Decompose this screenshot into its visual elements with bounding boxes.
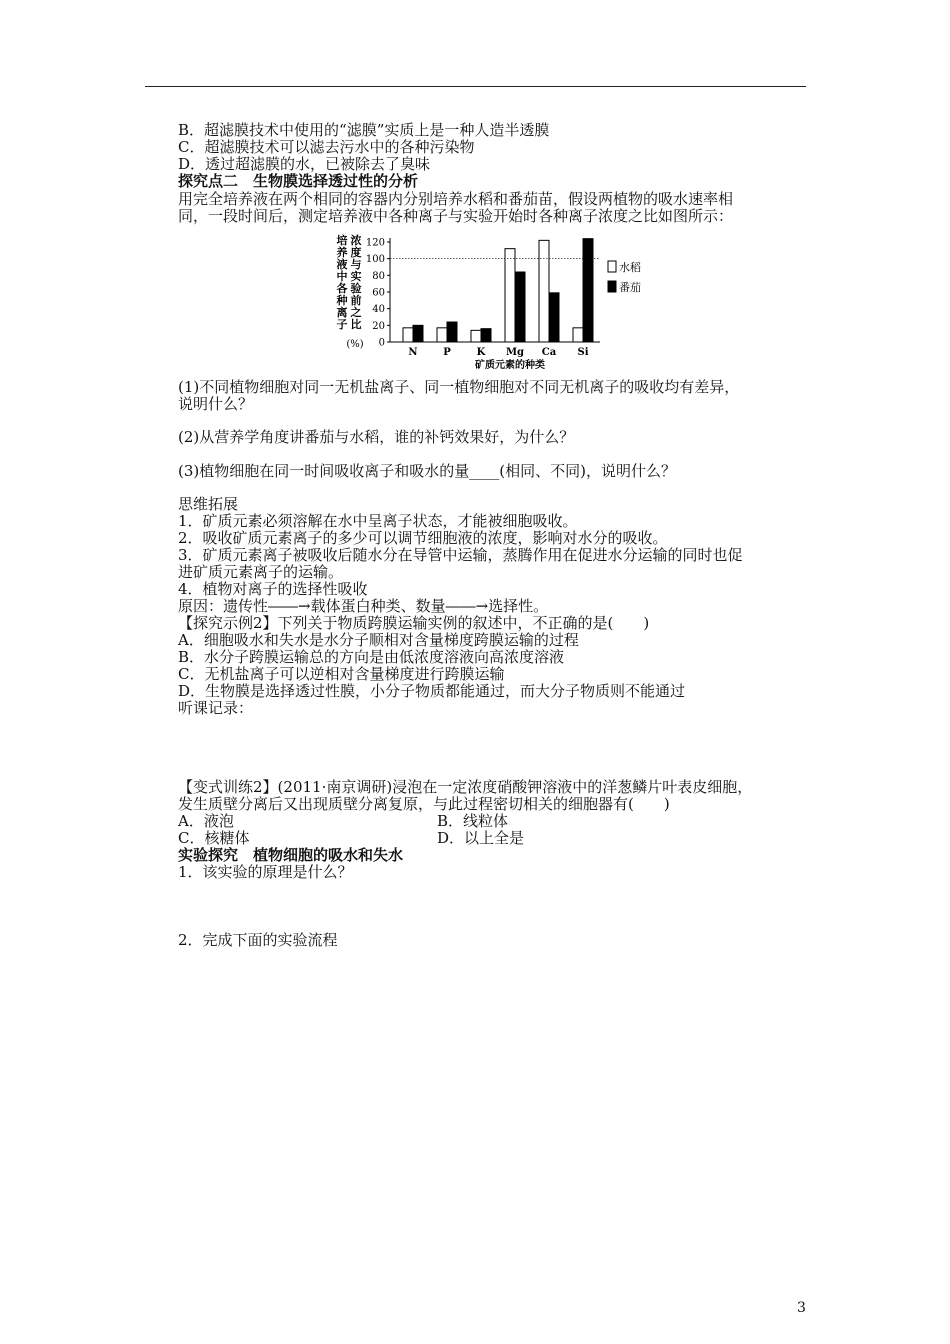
ylabel-right-char: 验 <box>350 282 362 295</box>
variant-2-question-line-1: 【变式训练2】(2011·南京调研)浸泡在一定浓度硝酸钾溶液中的洋葱鳞片叶表皮细胞， <box>178 778 753 796</box>
bar-P-tomato <box>447 322 457 342</box>
bar-P-rice <box>437 328 447 342</box>
bar-N-tomato <box>413 325 423 342</box>
ytick-label: 100 <box>365 254 385 266</box>
experiment-question-2: 2．完成下面的实验流程 <box>178 931 338 949</box>
ytick-label: 40 <box>372 304 385 316</box>
ytick-label: 80 <box>372 270 385 282</box>
bar-Si-tomato <box>583 239 593 342</box>
extension-2: 2．吸收矿质元素离子的多少可以调节细胞液的浓度，影响对水分的吸收。 <box>178 529 668 547</box>
ylabel-left-char: 子 <box>336 318 348 331</box>
intro-line-1: 用完全培养液在两个相同的容器内分别培养水稻和番茄苗，假设两植物的吸水速率相 <box>178 190 734 208</box>
lecture-notes-label: 听课记录： <box>178 699 254 717</box>
extension-1: 1．矿质元素必须溶解在水中呈离子状态，才能被细胞吸收。 <box>178 512 578 530</box>
legend-label-rice: 水稻 <box>619 261 641 274</box>
chart-ylabel-right <box>351 233 362 331</box>
ylabel-right-char: 与 <box>350 258 362 271</box>
example-2-option-b: B．水分子跨膜运输总的方向是由低浓度溶液向高浓度溶液 <box>178 648 565 666</box>
bar-Ca-tomato <box>549 293 559 342</box>
extension-3-line-2: 进矿质元素离子的运输。 <box>178 563 344 581</box>
ytick-label: 20 <box>372 320 385 332</box>
xtick-label: Si <box>577 347 589 358</box>
example-2-option-c: C．无机盐离子可以逆相对含量梯度进行跨膜运输 <box>178 665 505 683</box>
header-rule <box>145 86 806 87</box>
variant-2-option-b: B．线粒体 <box>437 812 509 830</box>
ylabel-right-char: 浓 <box>350 234 362 247</box>
ylabel-left-char: 培 <box>336 234 348 247</box>
xtick-label: N <box>408 347 418 358</box>
variant-2-option-a: A．液泡 <box>178 812 234 830</box>
option-b: B．超滤膜技术中使用的“滤膜”实质上是一种人造半透膜 <box>178 121 550 139</box>
xtick-label: P <box>443 347 451 358</box>
ylabel-right-char: 度 <box>350 246 362 259</box>
question-2: (2)从营养学角度讲番茄与水稻，谁的补钙效果好，为什么？ <box>178 428 575 446</box>
variant-2-option-c: C．核糖体 <box>178 829 250 847</box>
ytick-label: 60 <box>372 287 385 299</box>
example-2-option-a: A．细胞吸水和失水是水分子顺相对含量梯度跨膜运输的过程 <box>178 631 579 649</box>
variant-2-question-line-2: 发生质壁分离后又出现质壁分离复原，与此过程密切相关的细胞器有( ) <box>178 795 670 813</box>
question-3: (3)植物细胞在同一时间吸收离子和吸水的量____(相同、不同)，说明什么？ <box>178 462 676 480</box>
chart-xlabel: 矿质元素的种类 <box>475 360 545 371</box>
ylabel-right-char: 比 <box>350 318 362 331</box>
chart-yticks <box>366 238 390 349</box>
bar-Si-rice <box>573 328 583 342</box>
ylabel-left-char: 液 <box>336 258 348 271</box>
ylabel-left-char: 养 <box>336 246 348 259</box>
extension-heading: 思维拓展 <box>178 495 239 513</box>
ytick-label: 0 <box>378 337 385 349</box>
ion-ratio-chart <box>330 232 680 382</box>
section-heading-2: 探究点二 生物膜选择透过性的分析 <box>178 172 419 190</box>
variant-2-option-d: D．以上全是 <box>437 829 525 847</box>
question-1-line-1: (1)不同植物细胞对同一无机盐离子、同一植物细胞对不同无机离子的吸收均有差异， <box>178 378 740 396</box>
bar-N-rice <box>403 328 413 342</box>
ylabel-right-char: 实 <box>350 270 362 283</box>
xtick-label: Mg <box>505 347 525 358</box>
intro-line-2: 同，一段时间后，测定培养液中各种离子与实验开始时各种离子浓度之比如图所示： <box>178 207 734 225</box>
question-1-line-2: 说明什么？ <box>178 395 254 413</box>
page-number: 3 <box>797 1300 806 1316</box>
extension-reason: 原因：遗传性――→载体蛋白种类、数量――→选择性。 <box>178 597 549 615</box>
ylabel-left-char: 离 <box>336 306 348 319</box>
example-2-question: 【探究示例2】下列关于物质跨膜运输实例的叙述中，不正确的是( ) <box>178 614 650 632</box>
example-2-option-d: D．生物膜是选择透过性膜，小分子物质都能通过，而大分子物质则不能通过 <box>178 682 686 700</box>
ylabel-right-char: 前 <box>350 294 362 307</box>
ylabel-right-char: 之 <box>350 306 362 319</box>
chart-ylabel-unit: (%) <box>346 339 364 350</box>
chart-xticks <box>408 347 588 358</box>
experiment-question-1: 1．该实验的原理是什么？ <box>178 863 353 881</box>
chart-ylabel-left <box>336 233 349 331</box>
ylabel-left-char: 各 <box>336 282 348 295</box>
bar-Mg-rice <box>505 249 515 342</box>
option-d: D．透过超滤膜的水，已被除去了臭味 <box>178 155 431 173</box>
experiment-heading: 实验探究 植物细胞的吸水和失水 <box>178 846 404 864</box>
ytick-label: 120 <box>365 237 385 249</box>
chart-bars <box>403 239 593 342</box>
legend-swatch-tomato <box>608 281 616 292</box>
bar-Mg-tomato <box>515 272 525 342</box>
bar-Ca-rice <box>539 240 549 342</box>
extension-4: 4．植物对离子的选择性吸收 <box>178 580 368 598</box>
option-c: C．超滤膜技术可以滤去污水中的各种污染物 <box>178 138 475 156</box>
ylabel-left-char: 中 <box>336 270 348 283</box>
xtick-label: Ca <box>541 347 557 358</box>
extension-3-line-1: 3．矿质元素离子被吸收后随水分在导管中运输，蒸腾作用在促进水分运输的同时也促 <box>178 546 743 564</box>
legend-label-tomato: 番茄 <box>619 281 641 294</box>
xtick-label: K <box>476 347 486 358</box>
bar-K-rice <box>471 330 481 342</box>
ylabel-left-char: 种 <box>336 294 348 307</box>
legend-swatch-rice <box>608 261 616 272</box>
bar-K-tomato <box>481 329 491 342</box>
